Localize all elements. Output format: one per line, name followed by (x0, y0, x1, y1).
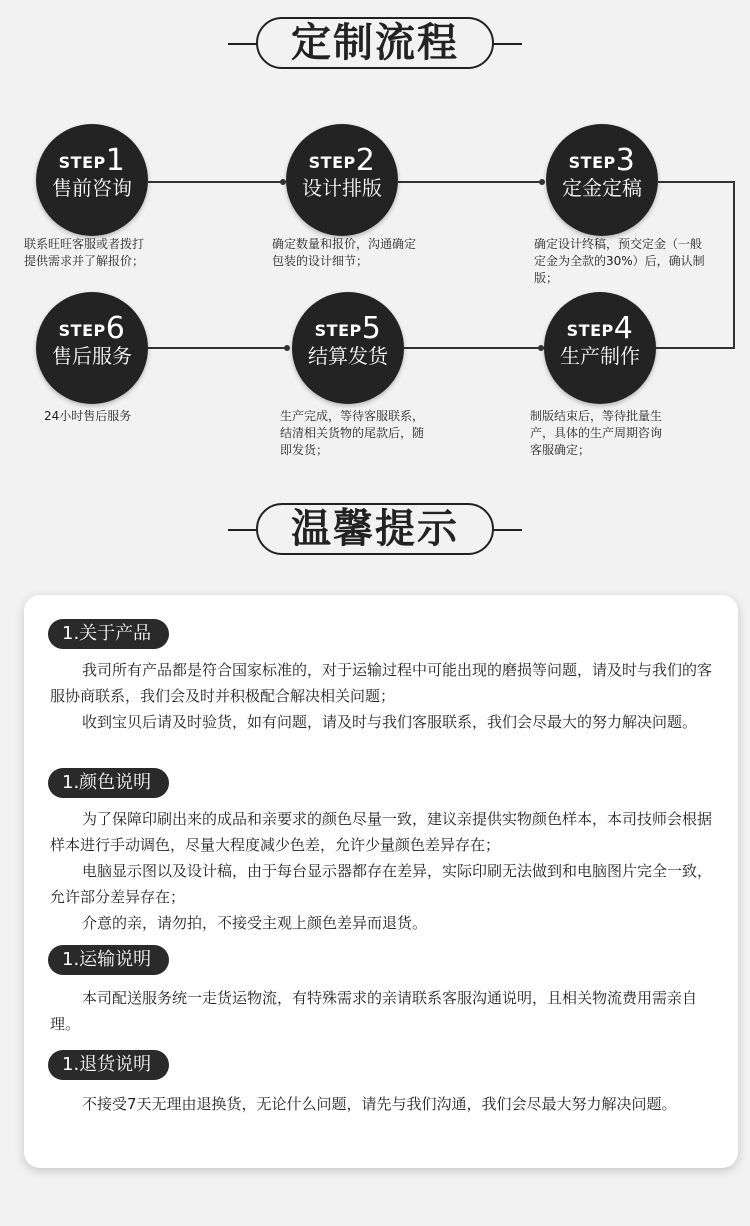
paragraph: 介意的亲，请勿拍，不接受主观上颜色差异而退货。 (82, 914, 428, 932)
section-product-text (50, 657, 722, 735)
paragraph: 不接受7天无理由退换货，无论什么问题，请先与我们沟通，我们会尽最大努力解决问题。 (82, 1095, 677, 1113)
tag-product: 1.关于产品 (48, 619, 169, 649)
connector-dot (539, 179, 545, 185)
connector-6-5 (148, 347, 290, 349)
step-3-circle (546, 124, 658, 236)
paragraph: 本司配送服务统一走货运物流，有特殊需求的亲请联系客服沟通说明，且相关物流费用需亲自理。 (50, 989, 698, 1033)
step-2-number: STEP2 (308, 143, 376, 178)
tag-shipping: 1.运输说明 (48, 945, 169, 975)
step-2-desc: 确定数量和报价，沟通确定 包装的设计细节； (272, 237, 417, 268)
step-4-name: 生产制作 (560, 344, 640, 368)
step-3-desc: 确定设计终稿，预交定金（一般 定金为全款的30%）后，确认制 版； (534, 237, 705, 285)
step-1-circle (36, 124, 148, 236)
connector-dot (284, 345, 290, 351)
connector-right-4 (656, 347, 735, 349)
step-2-name: 设计排版 (302, 176, 382, 200)
step-6-circle (36, 292, 148, 404)
step-5-name: 结算发货 (308, 344, 388, 368)
process-title: 定制流程 (291, 20, 459, 66)
tag-returns: 1.退货说明 (48, 1050, 169, 1080)
step-3-name: 定金定稿 (562, 176, 642, 200)
paragraph: 为了保障印刷出来的成品和亲要求的颜色尽量一致，建议亲提供实物颜色样本，本司技师会根据样本进行手动调色，尽量大程度减少色差，允许少量颜色差异存在； (50, 810, 713, 854)
paragraph: 电脑显示图以及设计稿，由于每台显示器都存在差异，实际印刷无法做到和电脑图片完全一致，允许部分差异存在； (50, 862, 713, 906)
step-1-name: 售前咨询 (52, 176, 132, 200)
step-3-number: STEP3 (568, 143, 636, 178)
connector-2-3 (398, 181, 544, 183)
section-shipping-text (50, 985, 722, 1037)
tips-title: 温馨提示 (291, 506, 459, 552)
step-6-desc: 24小时售后服务 (44, 409, 132, 423)
paragraph: 收到宝贝后请及时验货，如有问题，请及时与我们客服联系，我们会尽最大的努力解决问题。 (82, 713, 698, 731)
section-color-text (50, 806, 722, 936)
connector-5-4 (404, 347, 544, 349)
step-6-name: 售后服务 (52, 344, 132, 368)
step-5-number: STEP5 (314, 311, 382, 346)
step-6-number: STEP6 (58, 311, 126, 346)
process-heading (0, 14, 750, 74)
step-4-circle (544, 292, 656, 404)
step-1-desc: 联系旺旺客服或者拨打 提供需求并了解报价； (24, 237, 145, 268)
tips-heading (0, 500, 750, 560)
tips-card (24, 595, 738, 1168)
step-5-circle (292, 292, 404, 404)
step-5-desc: 生产完成，等待客服联系， 结清相关货物的尾款后，随 即发货； (280, 409, 425, 457)
step-1-number: STEP1 (58, 143, 126, 178)
connector-3-right (658, 181, 735, 183)
step-4-desc: 制版结束后，等待批量生 产，具体的生产周期咨询 客服确定； (530, 409, 663, 457)
paragraph: 我司所有产品都是符合国家标准的，对于运输过程中可能出现的磨损等问题，请及时与我们的客服协商联系，我们会及时并积极配合解决相关问题； (50, 661, 713, 705)
section-returns-text (50, 1091, 722, 1117)
tag-color: 1.颜色说明 (48, 768, 169, 798)
connector-1-2 (148, 181, 286, 183)
step-4-number: STEP4 (566, 311, 634, 346)
step-2-circle (286, 124, 398, 236)
